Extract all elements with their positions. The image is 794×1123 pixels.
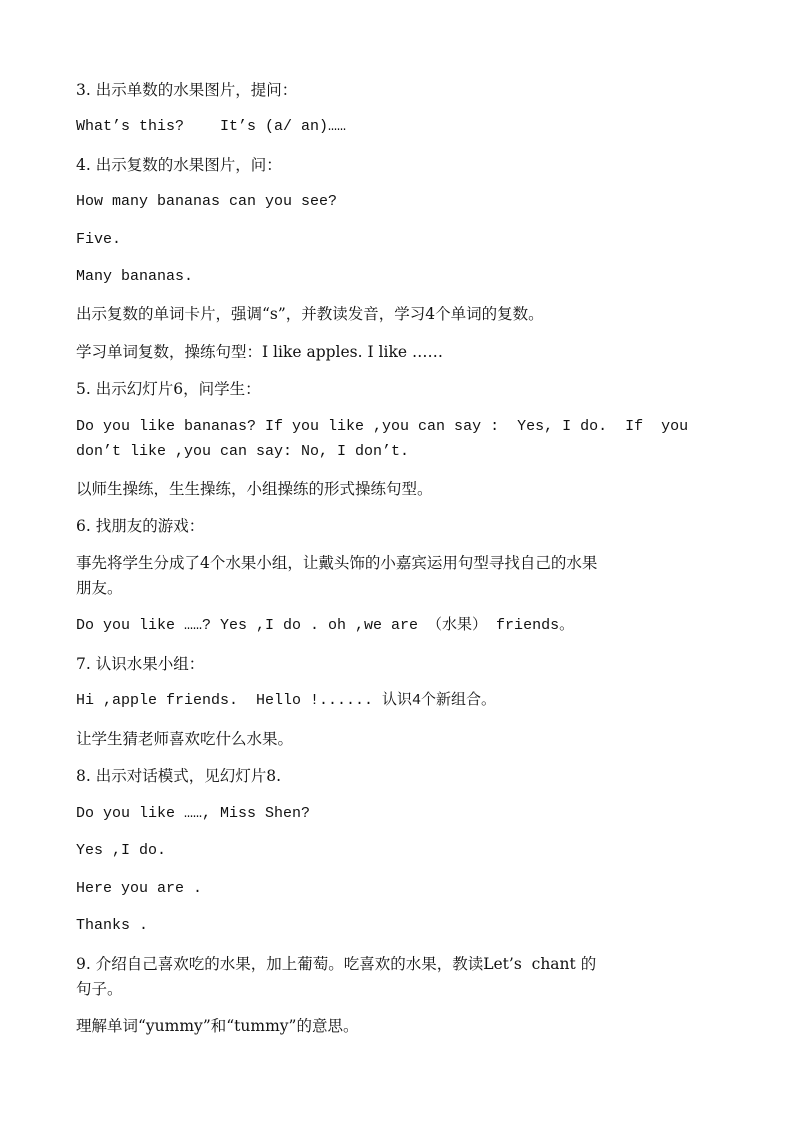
step-3-heading: 3. 出示单数的水果图片，提问： xyxy=(76,81,298,99)
step-9-heading: 9. 介绍自己喜欢吃的水果，加上葡萄。吃喜欢的水果，教读Let’s chant 的 xyxy=(76,955,597,973)
dialogue-line: Do you like ……, Miss Shen? xyxy=(76,805,311,822)
step-8-heading: 8. 出示对话模式，见幻灯片8. xyxy=(76,767,282,785)
step-5-heading: 5. 出示幻灯片6，问学生： xyxy=(76,380,261,398)
dialogue-line: Thanks . xyxy=(76,917,149,934)
paragraph-line: 朋友。 xyxy=(76,579,123,597)
paragraph-line: 让学生猜老师喜欢吃什么水果。 xyxy=(76,730,294,748)
paragraph-line: 以师生操练，生生操练，小组操练的形式操练句型。 xyxy=(76,480,433,498)
dialogue-line: Yes ,I do. xyxy=(76,842,167,859)
paragraph-line: 学习单词复数，操练句型：I like apples. I like …… xyxy=(76,343,443,361)
dialogue-line: What’s this? It’s (a/ an)…… xyxy=(76,118,347,135)
dialogue-line: Hi ,apple friends. Hello !...... 认识4个新组合。 xyxy=(76,692,497,709)
dialogue-line: Five. xyxy=(76,231,122,248)
paragraph-line: 出示复数的单词卡片，强调“s”，并教读发音，学习4个单词的复数。 xyxy=(76,305,544,323)
step-4-heading: 4. 出示复数的水果图片，问： xyxy=(76,156,282,174)
paragraph-line: 句子。 xyxy=(76,980,123,998)
paragraph-line: 事先将学生分成了4个水果小组，让戴头饰的小嘉宾运用句型寻找自己的水果 xyxy=(76,554,598,572)
step-7-heading: 7. 认识水果小组： xyxy=(76,655,205,673)
paragraph-line: 理解单词“yummy”和“tummy”的意思。 xyxy=(76,1017,359,1035)
step-6-heading: 6. 找朋友的游戏： xyxy=(76,517,205,535)
dialogue-line: Here you are . xyxy=(76,880,203,897)
dialogue-line: Many bananas. xyxy=(76,268,194,285)
dialogue-line: Do you like bananas? If you like ,you can say : Yes, I do. If you xyxy=(76,418,689,435)
dialogue-line: Do you like ……? Yes ,I do . oh ,we are （水果） friends。 xyxy=(76,617,575,634)
dialogue-line: How many bananas can you see? xyxy=(76,193,338,210)
dialogue-line: don’t like ,you can say: No, I don’t. xyxy=(76,443,410,460)
